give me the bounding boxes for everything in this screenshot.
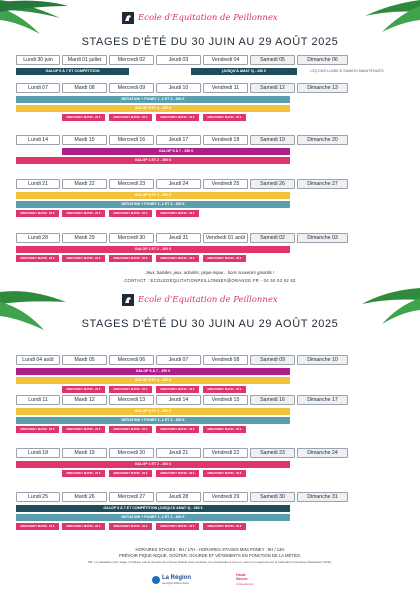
day-cell: Vendredi 15 — [203, 395, 248, 405]
day-cell: Dimanche 24 — [297, 448, 348, 458]
mini-poney-bar: MINI-PONEY MATIN - 35 € — [62, 386, 105, 393]
day-cell: Dimanche 31 — [297, 492, 348, 502]
stage-bar: (JUSQU'À AMAT 3) - 280 € — [191, 68, 297, 75]
stage-bar: GALOP 1 ET 2 - 300 € — [16, 461, 290, 468]
department-logo — [236, 573, 266, 591]
tagline: Jeux, balades, jeux, activités, pique-nique... bons souvenirs garantis ! — [145, 270, 275, 275]
contact: CONTACT : ECOLEDEQUITATIONPEILLONNEX@ORANGE.FR - 04 50 03 62 62 — [124, 278, 296, 283]
hours: HORAIRES STAGES : 9H / 17H - HORAIRES STAGES MINI PONEY : 9H / 12H — [135, 547, 285, 552]
mini-poney-bar: MINI-PONEY MATIN - 35 € — [62, 114, 105, 121]
day-cell: Mercredi 27 — [109, 492, 154, 502]
palm-leaf-decoration-top-left — [0, 0, 70, 40]
day-cell: Mardi 01 juillet — [62, 55, 107, 65]
day-cell: Dimanche 13 — [297, 83, 348, 93]
day-cell: Lundi 21 — [16, 179, 60, 189]
mini-poney-bar: MINI-PONEY MATIN - 35 € — [156, 523, 199, 530]
day-cell: Lundi 18 — [16, 448, 60, 458]
stage-bar: GALOP 3 ET 4 - 300 € — [16, 192, 290, 199]
stage-bar: GALOP 5 À 7 ET COMPÉTITION (JUSQU'À AMAT 3) - 350 € — [16, 505, 290, 512]
mini-poney-bar: MINI-PONEY MATIN - 35 € — [156, 210, 199, 217]
mini-poney-bar: MINI-PONEY MATIN - 35 € — [203, 255, 246, 262]
day-cell: Lundi 07 — [16, 83, 60, 93]
day-cell: Samedi 09 — [250, 355, 295, 365]
day-cell: Mardi 05 — [62, 355, 107, 365]
day-cell: Mardi 12 — [62, 395, 107, 405]
horse-logo-icon — [122, 12, 134, 24]
school-name-bottom: Ecole d'Equitation de Peillonnex — [138, 295, 278, 305]
school-name-top: Ecole d'Equitation de Peillonnex — [138, 13, 278, 23]
day-cell: Lundi 25 — [16, 492, 60, 502]
day-cell: Mercredi 20 — [109, 448, 154, 458]
mini-poney-bar: MINI-PONEY MATIN - 35 € — [109, 114, 152, 121]
day-cell: Lundi 04 août — [16, 355, 60, 365]
stage-bar: GALOP 1 ET 2 - 300 € — [16, 246, 290, 253]
mini-poney-bar: MINI-PONEY MATIN - 35 € — [156, 114, 199, 121]
day-cell: Mercredi 16 — [109, 135, 154, 145]
nb-note: NB : La réalisation d'un stage n'implique pas la réussite d'un brevet fédéral mais constitue une préparation à ceux-ci, selon le programme de la Fédération Française d'Equitation (FFE). — [87, 560, 333, 564]
stage-bar: INITIATION + PONEY 1, 2 ET 3 - 300 € — [16, 201, 290, 208]
day-cell: Dimanche 06 — [297, 55, 348, 65]
day-cell: Jeudi 03 — [156, 55, 201, 65]
mini-poney-bar: MINI-PONEY MATIN - 35 € — [16, 255, 59, 262]
day-cell: Samedi 26 — [250, 179, 295, 189]
region-logo — [152, 574, 212, 590]
stage-bar: GALOP 3 ET 4 - 300 € — [16, 105, 290, 112]
day-cell: Dimanche 20 — [297, 135, 348, 145]
day-cell: Dimanche 10 — [297, 355, 348, 365]
mini-poney-bar: MINI-PONEY MATIN - 35 € — [203, 386, 246, 393]
day-cell: Lundi 30 juin — [16, 55, 60, 65]
mini-poney-bar: MINI-PONEY MATIN - 35 € — [16, 523, 59, 530]
day-cell: Jeudi 07 — [156, 355, 201, 365]
mini-poney-bar: MINI-PONEY MATIN - 35 € — [109, 386, 152, 393]
mini-poney-bar: MINI-PONEY MATIN - 35 € — [203, 114, 246, 121]
stage-bar: GALOP 3 ET 4 - 300 € — [16, 377, 290, 384]
day-cell: Jeudi 10 — [156, 83, 201, 93]
day-cell: Jeudi 31 — [156, 233, 201, 243]
day-cell: Jeudi 24 — [156, 179, 201, 189]
day-cell: Vendredi 22 — [203, 448, 248, 458]
stage-bar: GALOP 5 À 7 ET COMPÉTITION — [16, 68, 129, 75]
region-logo-icon — [152, 576, 160, 584]
page-title-bottom: STAGES D'ÉTÉ DU 30 JUIN AU 29 AOÛT 2025 — [81, 318, 339, 330]
mini-poney-bar: MINI-PONEY MATIN - 35 € — [16, 210, 59, 217]
mini-poney-bar: MINI-PONEY MATIN - 35 € — [156, 386, 199, 393]
day-cell: Samedi 12 — [250, 83, 295, 93]
lessons-note: LEÇONS LUNDI À SAMEDI MAINTENUES — [310, 69, 384, 73]
page-title-top: STAGES D'ÉTÉ DU 30 JUIN AU 29 AOÛT 2025 — [81, 36, 339, 48]
day-cell: Samedi 02 — [250, 233, 295, 243]
day-cell: Samedi 16 — [250, 395, 295, 405]
mini-poney-bar: MINI-PONEY MATIN - 35 € — [62, 426, 105, 433]
day-cell: Lundi 14 — [16, 135, 60, 145]
day-cell: Mardi 19 — [62, 448, 107, 458]
mini-poney-bar: MINI-PONEY MATIN - 35 € — [109, 210, 152, 217]
day-cell: Jeudi 28 — [156, 492, 201, 502]
day-cell: Samedi 05 — [250, 55, 295, 65]
day-cell: Vendredi 25 — [203, 179, 248, 189]
day-cell: Vendredi 01 août — [203, 233, 248, 243]
day-cell: Mercredi 02 — [109, 55, 154, 65]
day-cell: Jeudi 17 — [156, 135, 201, 145]
day-cell: Vendredi 18 — [203, 135, 248, 145]
day-cell: Vendredi 11 — [203, 83, 248, 93]
day-cell: Samedi 19 — [250, 135, 295, 145]
day-cell: Vendredi 29 — [203, 492, 248, 502]
day-cell: Mardi 08 — [62, 83, 107, 93]
day-cell: Mercredi 06 — [109, 355, 154, 365]
department-logo-text: Haute Savoie — [236, 573, 248, 581]
day-cell: Lundi 28 — [16, 233, 60, 243]
mini-poney-bar: MINI-PONEY MATIN - 35 € — [109, 426, 152, 433]
day-cell: Jeudi 21 — [156, 448, 201, 458]
mini-poney-bar: MINI-PONEY MATIN - 35 € — [109, 470, 152, 477]
horse-logo-icon — [122, 294, 134, 306]
stage-bar: GALOP 5 À 7 - 250 € — [16, 368, 290, 375]
mini-poney-bar: MINI-PONEY MATIN - 35 € — [109, 523, 152, 530]
stage-bar: GALOP 1 ET 2 - 300 € — [16, 157, 290, 164]
day-cell: Mardi 29 — [62, 233, 107, 243]
day-cell: Mercredi 13 — [109, 395, 154, 405]
stage-bar: INITIATION + PONEY 1, 2 ET 3 - 300 € — [16, 417, 290, 424]
day-cell: Lundi 11 — [16, 395, 60, 405]
day-cell: Samedi 23 — [250, 448, 295, 458]
provide-note: PRÉVOIR PIQUE-NIQUE, GOÛTER, GOURDE ET VÊTEMENTS EN FONCTION DE LA MÉTÉO. — [118, 553, 302, 558]
day-cell: Jeudi 14 — [156, 395, 201, 405]
stage-bar: INITIATION + PONEY 1, 2 ET 3 - 300 € — [16, 96, 290, 103]
stage-bar: GALOP 5 À 7 - 250 € — [62, 148, 290, 155]
mini-poney-bar: MINI-PONEY MATIN - 35 € — [109, 255, 152, 262]
day-cell: Dimanche 27 — [297, 179, 348, 189]
day-cell: Dimanche 03 — [297, 233, 348, 243]
day-cell: Vendredi 04 — [203, 55, 248, 65]
mini-poney-bar: MINI-PONEY MATIN - 35 € — [203, 470, 246, 477]
stage-bar: INITIATION + PONEY 1, 2 ET 3 - 300 € — [16, 514, 290, 521]
day-cell: Mardi 22 — [62, 179, 107, 189]
department-logo-sub: le Département — [236, 583, 254, 586]
mini-poney-bar: MINI-PONEY MATIN - 35 € — [156, 255, 199, 262]
region-logo-sub: Auvergne-Rhône-Alpes — [162, 582, 189, 585]
day-cell: Mercredi 30 — [109, 233, 154, 243]
mini-poney-bar: MINI-PONEY MATIN - 35 € — [156, 426, 199, 433]
day-cell: Mercredi 09 — [109, 83, 154, 93]
mini-poney-bar: MINI-PONEY MATIN - 35 € — [203, 523, 246, 530]
mini-poney-bar: MINI-PONEY MATIN - 35 € — [156, 470, 199, 477]
day-cell: Mardi 26 — [62, 492, 107, 502]
mini-poney-bar: MINI-PONEY MATIN - 35 € — [62, 255, 105, 262]
day-cell: Mardi 15 — [62, 135, 107, 145]
region-logo-text: La Région — [162, 575, 192, 581]
stage-bar: GALOP 3 ET 4 - 300 € — [16, 408, 290, 415]
school-logo-top — [122, 11, 134, 23]
mini-poney-bar: MINI-PONEY MATIN - 35 € — [16, 426, 59, 433]
mini-poney-bar: MINI-PONEY MATIN - 35 € — [62, 523, 105, 530]
day-cell: Vendredi 08 — [203, 355, 248, 365]
mini-poney-bar: MINI-PONEY MATIN - 35 € — [62, 210, 105, 217]
day-cell: Dimanche 17 — [297, 395, 348, 405]
day-cell: Samedi 30 — [250, 492, 295, 502]
school-logo-bottom — [122, 293, 134, 305]
day-cell: Mercredi 23 — [109, 179, 154, 189]
palm-leaf-decoration-top-right — [360, 0, 420, 35]
mini-poney-bar: MINI-PONEY MATIN - 35 € — [203, 426, 246, 433]
mini-poney-bar: MINI-PONEY MATIN - 35 € — [62, 470, 105, 477]
